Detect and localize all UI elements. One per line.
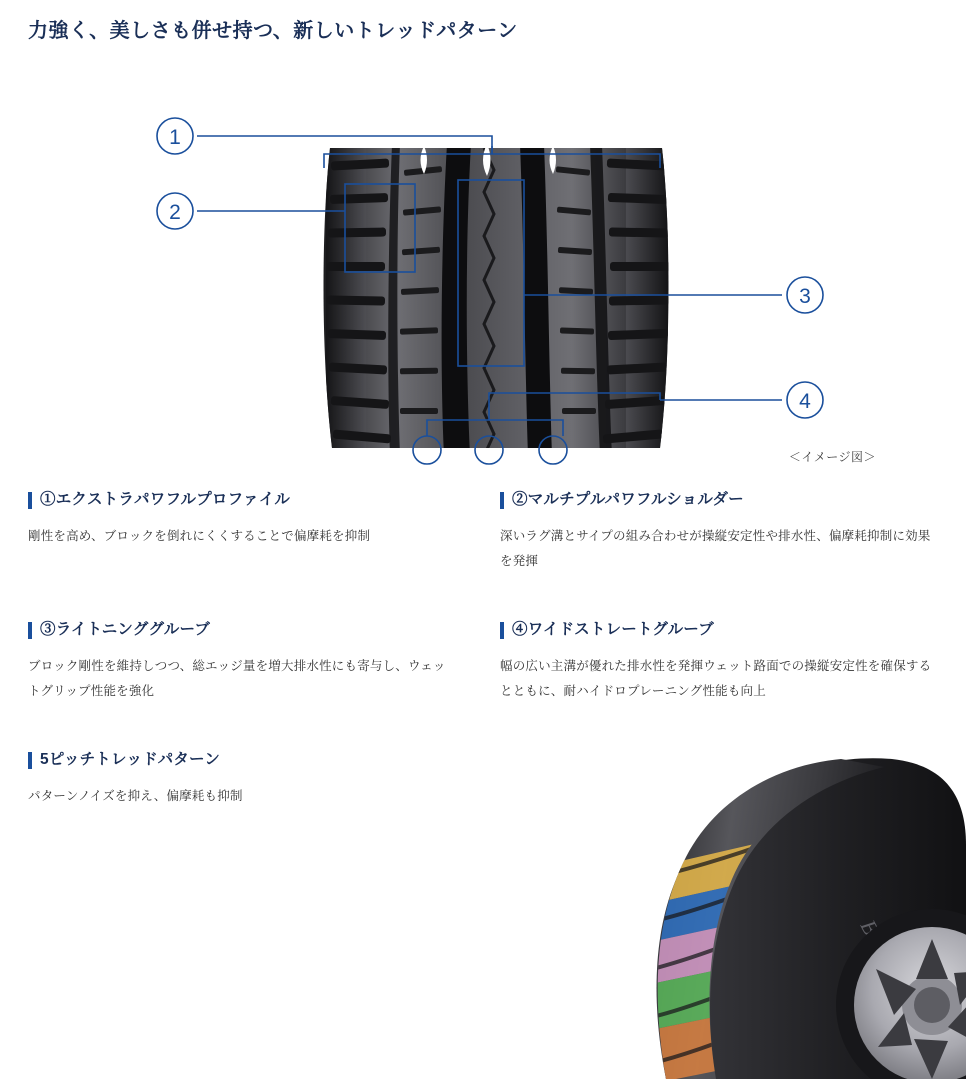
tire-tread-illustration [324, 143, 671, 463]
callout-number-2 [157, 193, 193, 229]
callout-number-3 [787, 277, 823, 313]
feature-block-4 [500, 620, 940, 703]
page-title: 力強く、美しさも併せ持つ、新しいトレッドパターン [28, 20, 518, 42]
feature-1-title: ①エクストラパワフルプロファイル [28, 490, 453, 510]
feature-block-5 [28, 750, 453, 809]
tread-pattern-figure [0, 48, 966, 468]
callout-number-1 [157, 118, 193, 154]
feature-5-title: 5ピッチトレッドパターン [28, 750, 453, 770]
tread-diagram-svg [0, 48, 966, 468]
svg-text:1: 1 [169, 126, 181, 149]
feature-3-body: ブロック剛性を維持しつつ、総エッジ量を増大排水性にも寄与し、ウェットグリップ性能を強化 [28, 659, 446, 698]
pitch-pattern-tire-photo [646, 749, 966, 1079]
svg-text:4: 4 [799, 390, 811, 413]
figure-caption: ＜イメージ図＞ [788, 450, 876, 464]
feature-1-body: 剛性を高め、ブロックを倒れにくくすることで偏摩耗を抑制 [28, 529, 371, 544]
feature-3-title: ③ライトニンググルーブ [28, 620, 453, 640]
feature-block-2 [500, 490, 940, 573]
feature-4-body: 幅の広い主溝が優れた排水性を発揮ウェット路面での操縦安定性を確保するとともに、耐ハイドロプレーニング性能も向上 [500, 659, 932, 698]
pitch-pattern-svg [646, 749, 966, 1079]
svg-text:2: 2 [169, 201, 181, 224]
callout-number-4 [787, 382, 823, 418]
feature-block-1 [28, 490, 453, 549]
feature-4-title: ④ワイドストレートグルーブ [500, 620, 940, 640]
feature-5-body: パターンノイズを抑え、偏摩耗も抑制 [28, 789, 243, 804]
feature-2-title: ②マルチプルパワフルショルダー [500, 490, 940, 510]
feature-2-body: 深いラグ溝とサイプの組み合わせが操縦安定性や排水性、偏摩耗抑制に効果を発揮 [500, 529, 931, 568]
svg-text:3: 3 [799, 285, 811, 308]
feature-block-3 [28, 620, 453, 703]
